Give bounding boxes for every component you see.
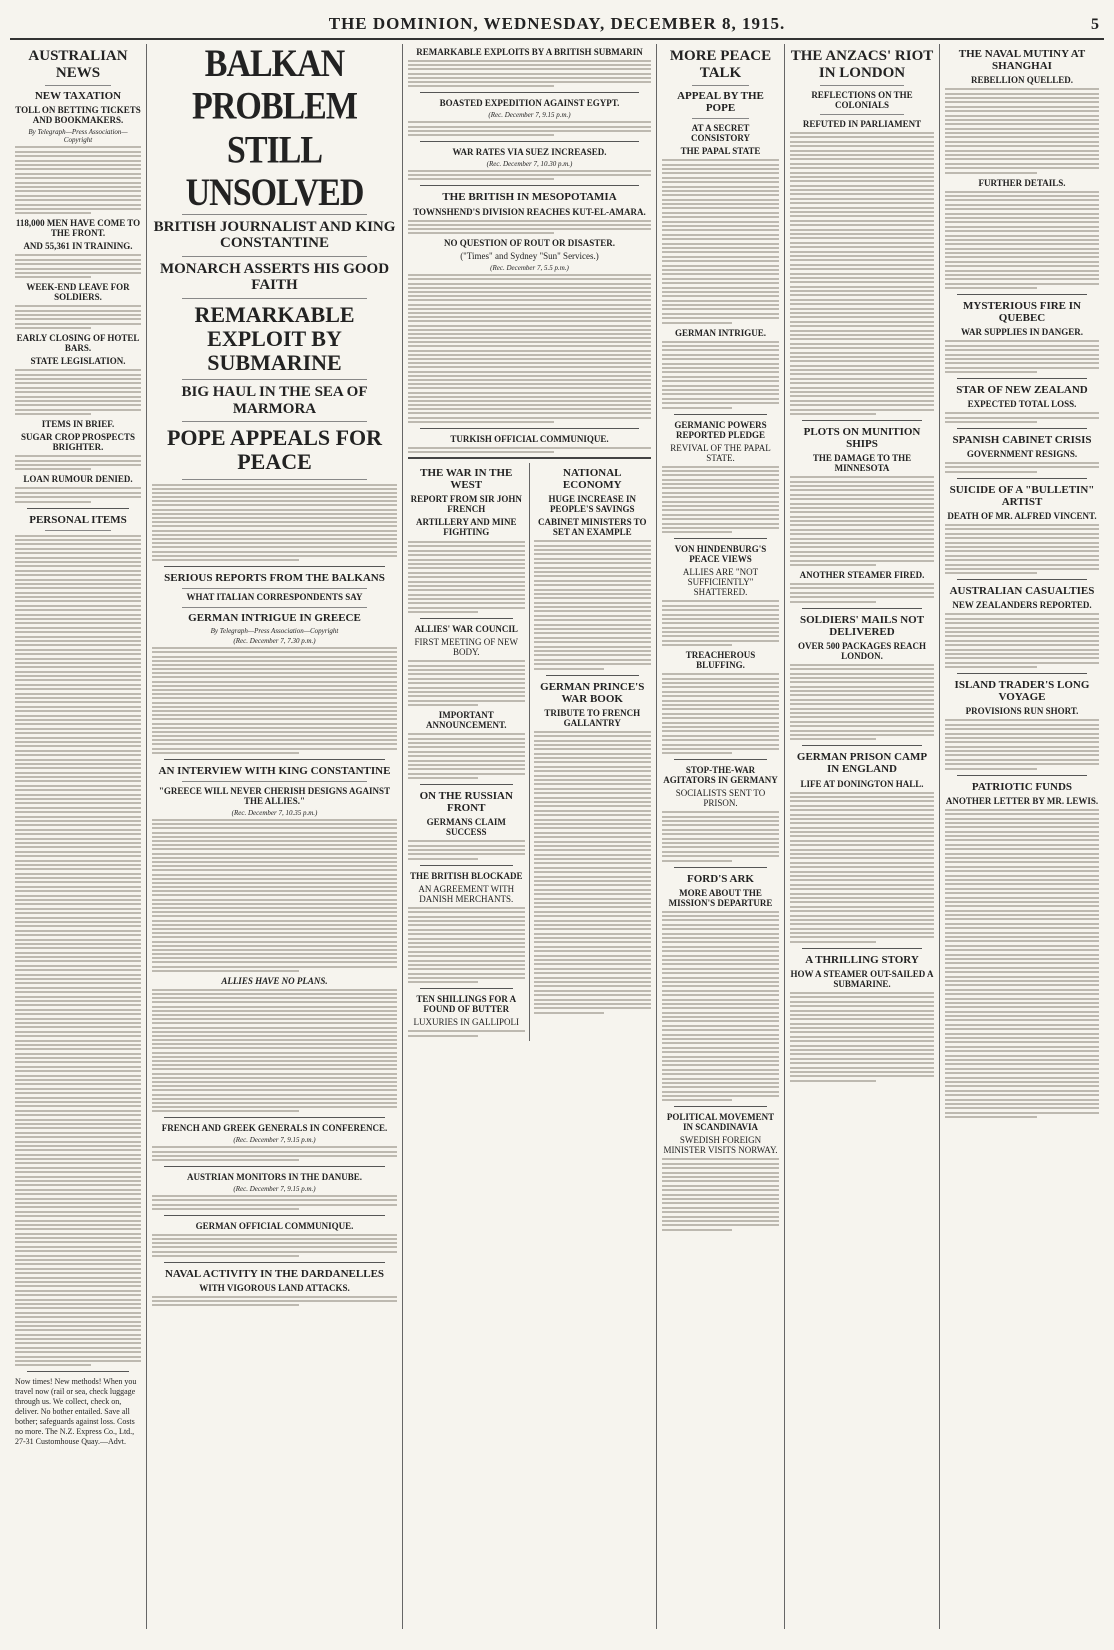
article-text xyxy=(662,159,779,323)
main-headline: BALKAN PROBLEM STILL UNSOLVED xyxy=(185,44,364,215)
column-anzacs-riot xyxy=(785,44,940,1629)
divider xyxy=(420,618,513,619)
column-australian-news xyxy=(10,44,147,1629)
article-text xyxy=(152,1195,397,1210)
article-text xyxy=(662,600,779,646)
article-text xyxy=(408,60,651,87)
subheadline: EARLY CLOSING OF HOTEL BARS. xyxy=(16,333,140,354)
byline: By Telegraph—Press Association—Copyright xyxy=(210,626,339,635)
article-text xyxy=(408,447,651,453)
article-text xyxy=(790,664,934,741)
divider xyxy=(164,759,385,760)
dateline: (Rec. December 7, 9.15 p.m.) xyxy=(233,1136,316,1145)
advertisement-text: Now times! New methods! When you travel now (rail or sea, check luggage through us. We collect, check on, deliver. No bother entailed. Save all bother; safeguards against loss. Costs no more. The N.Z. Express Co., Ltd., 27-31 Customhouse Quay.—Advt. xyxy=(15,1377,137,1447)
article-text xyxy=(152,1296,397,1306)
article-text xyxy=(945,88,1099,173)
article-text xyxy=(662,673,779,754)
article-text xyxy=(15,369,141,415)
article-text xyxy=(945,191,1099,290)
sub-columns xyxy=(408,463,651,1041)
article-text xyxy=(152,1234,397,1257)
divider xyxy=(674,414,767,415)
subheadline: EXPECTED TOTAL LOSS. xyxy=(967,399,1077,410)
article-text xyxy=(945,719,1099,769)
headline: SUICIDE OF A "BULLETIN" ARTIST xyxy=(949,483,1095,508)
divider xyxy=(182,421,367,422)
article-text xyxy=(152,484,397,561)
article-text xyxy=(790,792,934,943)
divider xyxy=(802,420,922,421)
article-text xyxy=(662,1158,779,1230)
article-text xyxy=(408,907,525,984)
subheadline: TEN SHILLINGS FOR A FOUND OF BUTTER xyxy=(416,994,517,1015)
headline: REMARKABLE EXPLOITS BY A BRITISH SUBMARIN xyxy=(416,47,643,57)
article-text xyxy=(408,660,525,706)
divider xyxy=(692,118,749,119)
headline: SPANISH CABINET CRISIS xyxy=(952,434,1092,446)
divider xyxy=(420,428,639,429)
subheadline: WEEK-END LEAVE FOR SOLDIERS. xyxy=(26,282,130,303)
divider xyxy=(546,675,640,676)
divider xyxy=(802,745,922,746)
divider xyxy=(45,85,111,86)
article-text xyxy=(662,466,779,534)
subheadline: REFUTED IN PARLIAMENT xyxy=(802,119,922,129)
subheadline: HOW A STEAMER OUT-SAILED A SUBMARINE. xyxy=(790,968,934,989)
headline: SERIOUS REPORTS FROM THE BALKANS xyxy=(164,571,385,584)
subheadline: LUXURIES IN GALLIPOLI xyxy=(413,1017,519,1028)
divider xyxy=(820,114,904,115)
article-text xyxy=(662,341,779,409)
subheadline: LIFE AT DONINGTON HALL. xyxy=(800,778,924,789)
dateline: (Rec. December 7, 10.35 p.m.) xyxy=(231,808,318,817)
divider xyxy=(957,378,1087,379)
divider xyxy=(420,141,639,142)
column-submarine-mesopotamia xyxy=(403,44,657,1629)
subheadline: POLITICAL MOVEMENT IN SCANDINAVIA xyxy=(666,1112,775,1133)
subheadline: REPORT FROM SIR JOHN FRENCH xyxy=(410,494,522,515)
divider xyxy=(164,1166,385,1167)
subheadline: TURKISH OFFICIAL COMMUNIQUE. xyxy=(450,433,609,444)
divider xyxy=(957,294,1087,295)
dateline: (Rec. December 7, 10.30 p.m.) xyxy=(486,159,573,168)
divider xyxy=(674,759,767,760)
article-text xyxy=(534,540,652,669)
columns xyxy=(10,44,1104,1629)
subheadline: APPEAL BY THE POPE xyxy=(677,90,764,115)
divider xyxy=(420,865,513,866)
article-text xyxy=(408,170,651,180)
column-peace-talk xyxy=(657,44,785,1629)
article-text xyxy=(945,809,1099,1118)
subheadline: CABINET MINISTERS TO SET AN EXAMPLE xyxy=(537,517,647,538)
divider xyxy=(164,1262,385,1263)
subheadline: AND 55,361 IN TRAINING. xyxy=(23,241,133,252)
subheadline: ALLIES HAVE NO PLANS. xyxy=(221,975,328,986)
subheadline: HUGE INCREASE IN PEOPLE'S SAVINGS xyxy=(548,494,637,515)
divider xyxy=(164,1117,385,1118)
subheadline: DEATH OF MR. ALFRED VINCENT. xyxy=(947,511,1097,522)
subheadline: AT A SECRET CONSISTORY xyxy=(690,123,751,144)
headline: A THRILLING STORY xyxy=(805,953,919,966)
subheadline: TRIBUTE TO FRENCH GALLANTRY xyxy=(544,707,641,728)
divider xyxy=(957,673,1087,674)
subheadline: SUGAR CROP PROSPECTS BRIGHTER. xyxy=(20,432,136,453)
headline: FORD'S ARK xyxy=(687,872,754,885)
dateline: (Rec. December 7, 5.5 p.m.) xyxy=(490,264,569,273)
headline: POPE APPEALS FOR PEACE xyxy=(166,425,383,475)
divider xyxy=(45,530,111,531)
dateline: (Rec. December 7, 7.30 p.m.) xyxy=(233,636,316,645)
divider xyxy=(674,867,767,868)
subheadline: VON HINDENBURG'S PEACE VIEWS xyxy=(674,544,767,565)
headline: PATRIOTIC FUNDS xyxy=(971,780,1073,793)
subheadline: ARTILLERY AND MINE FIGHTING xyxy=(415,517,517,538)
headline: NAVAL ACTIVITY IN THE DARDANELLES xyxy=(164,1267,385,1280)
divider xyxy=(420,988,513,989)
subheadline: WHAT ITALIAN CORRESPONDENTS SAY xyxy=(186,591,363,602)
article-text xyxy=(152,1146,397,1161)
article-text xyxy=(408,274,651,423)
subheadline: "GREECE WILL NEVER CHERISH DESIGNS AGAINST THE ALLIES." xyxy=(158,785,391,806)
subheadline: FURTHER DETAILS. xyxy=(978,177,1066,188)
headline: MORE PEACE TALK xyxy=(669,48,772,81)
article-text xyxy=(15,305,141,329)
article-text xyxy=(15,455,141,470)
subheadline: GERMANS CLAIM SUCCESS xyxy=(426,817,506,838)
subheadline: THE PAPAL STATE xyxy=(680,146,761,157)
divider xyxy=(27,1371,129,1372)
headline: ON THE RUSSIAN FRONT xyxy=(419,790,513,815)
subheadline: TREACHEROUS BLUFFING. xyxy=(685,650,756,671)
subheadline: NO QUESTION OF ROUT OR DISASTER. xyxy=(443,238,616,249)
divider xyxy=(182,256,367,257)
subheadline: GERMAN INTRIGUE IN GREECE xyxy=(188,611,361,624)
divider xyxy=(182,781,367,782)
divider xyxy=(420,784,513,785)
headline: THE WAR IN THE WEST xyxy=(420,467,513,492)
subheadline: WAR SUPPLIES IN DANGER. xyxy=(960,327,1084,338)
article-text xyxy=(945,613,1099,668)
subheadline: MORE ABOUT THE MISSION'S DEPARTURE xyxy=(668,887,773,908)
divider xyxy=(802,608,922,609)
headline: MONARCH ASSERTS HIS GOOD FAITH xyxy=(159,260,390,294)
divider xyxy=(27,508,129,509)
subheadline: 118,000 MEN HAVE COME TO THE FRONT. xyxy=(15,218,141,239)
article-text xyxy=(15,487,141,502)
newspaper-page xyxy=(10,10,1104,1630)
subheadline: NEW ZEALANDERS REPORTED. xyxy=(952,600,1092,611)
headline: REMARKABLE EXPLOIT BY SUBMARINE xyxy=(194,301,355,375)
subheadline: ALLIES' WAR COUNCIL xyxy=(414,624,518,635)
subheadline: GERMAN INTRIGUE. xyxy=(674,327,766,338)
article-text xyxy=(408,1030,525,1036)
subheadline: BOASTED EXPEDITION AGAINST EGYPT. xyxy=(439,98,620,109)
subheadline: PROVISIONS RUN SHORT. xyxy=(965,706,1079,717)
subheadline: AUSTRIAN MONITORS IN THE DANUBE. xyxy=(187,1172,362,1183)
article-text xyxy=(790,132,934,415)
divider xyxy=(957,478,1087,479)
headline: ISLAND TRADER'S LONG VOYAGE xyxy=(954,679,1090,704)
divider xyxy=(957,775,1087,776)
article-text xyxy=(945,412,1099,423)
article-text xyxy=(408,541,525,613)
subheadline: AN AGREEMENT WITH DANISH MERCHANTS. xyxy=(418,883,515,904)
article-text xyxy=(534,731,652,1014)
headline: AN INTERVIEW WITH KING CONSTANTINE xyxy=(158,764,391,777)
headline: THE NAVAL MUTINY AT SHANGHAI xyxy=(958,48,1086,73)
article-text xyxy=(15,535,141,1367)
headline: AUSTRALIAN NEWS xyxy=(28,48,128,81)
divider xyxy=(164,566,385,567)
subheadline: THE BRITISH BLOCKADE xyxy=(409,870,523,881)
byline: By Telegraph—Press Association—Copyright xyxy=(28,128,128,145)
article-text xyxy=(790,476,934,566)
dateline: (Rec. December 7, 9.15 p.m.) xyxy=(488,111,571,120)
headline: SOLDIERS' MAILS NOT DELIVERED xyxy=(799,613,925,638)
subheadline: ANOTHER STEAMER FIRED. xyxy=(799,570,925,580)
headline: GERMAN PRISON CAMP IN ENGLAND xyxy=(796,751,928,776)
headline: BIG HAUL IN THE SEA OF MARMORA xyxy=(181,384,368,417)
divider xyxy=(182,479,367,480)
subheadline: OVER 500 PACKAGES REACH LONDON. xyxy=(797,640,927,661)
column-balkan-problem xyxy=(147,44,403,1629)
divider xyxy=(820,85,904,86)
divider xyxy=(674,538,767,539)
masthead xyxy=(10,10,1104,40)
article-text xyxy=(945,340,1099,373)
article-text xyxy=(790,992,934,1082)
divider xyxy=(182,379,367,380)
subheadline: WAR RATES VIA SUEZ INCREASED. xyxy=(452,146,607,157)
article-text xyxy=(15,254,141,278)
subheadline: TOWNSHEND'S DIVISION REACHES KUT-EL-AMARA. xyxy=(413,206,646,217)
subheadline: REVIVAL OF THE PAPAL STATE. xyxy=(670,442,771,463)
headline: BRITISH JOURNALIST AND KING CONSTANTINE xyxy=(153,218,396,252)
divider xyxy=(182,298,367,299)
headline: MYSTERIOUS FIRE IN QUEBEC xyxy=(963,300,1081,325)
subheadline: REFLECTIONS ON THE COLONIALS xyxy=(811,90,913,110)
subheadline: LOAN RUMOUR DENIED. xyxy=(23,474,133,485)
article-text xyxy=(408,220,651,235)
divider xyxy=(802,948,922,949)
dateline: (Rec. December 7, 9.15 p.m.) xyxy=(233,1185,316,1194)
masthead-title: THE DOMINION, WEDNESDAY, DECEMBER 8, 1915. xyxy=(328,14,786,33)
subheadline: ("Times" and Sydney "Sun" Services.) xyxy=(460,251,599,262)
divider xyxy=(692,85,749,86)
headline: NATIONAL ECONOMY xyxy=(562,467,622,492)
subheadline: ANOTHER LETTER BY MR. LEWIS. xyxy=(945,795,1099,806)
divider xyxy=(182,607,367,608)
article-text xyxy=(152,989,397,1112)
divider xyxy=(164,1215,385,1216)
page-number: 5 xyxy=(1091,16,1100,33)
divider xyxy=(420,92,639,93)
subheadline: ITEMS IN BRIEF. xyxy=(41,419,115,430)
subheadline: GERMANIC POWERS REPORTED PLEDGE xyxy=(674,419,767,440)
divider xyxy=(957,428,1087,429)
headline: PERSONAL ITEMS xyxy=(29,513,127,526)
article-text xyxy=(662,911,779,1102)
article-text xyxy=(152,819,397,972)
sub-column-war-west xyxy=(408,463,530,1041)
article-text xyxy=(15,146,141,214)
article-text xyxy=(152,647,397,754)
subheadline: GOVERNMENT RESIGNS. xyxy=(966,449,1078,460)
headline: STAR OF NEW ZEALAND xyxy=(956,384,1088,397)
subheadline: STOP-THE-WAR AGITATORS IN GERMANY xyxy=(663,765,778,786)
column-naval-mutiny xyxy=(940,44,1104,1629)
subheadline: SOCIALISTS SENT TO PRISON. xyxy=(675,788,766,809)
divider xyxy=(957,579,1087,580)
headline: AUSTRALIAN CASUALTIES xyxy=(949,585,1095,598)
headline: THE ANZACS' RIOT IN LONDON xyxy=(790,48,934,81)
subheadline: STATE LEGISLATION. xyxy=(30,356,126,367)
headline: GERMAN PRINCE'S WAR BOOK xyxy=(540,680,645,705)
headline: THE BRITISH IN MESOPOTAMIA xyxy=(442,191,617,204)
divider xyxy=(674,1106,767,1107)
subheadline: REBELLION QUELLED. xyxy=(970,75,1074,86)
subheadline: THE DAMAGE TO THE MINNESOTA xyxy=(812,453,912,474)
article-text xyxy=(790,583,934,603)
subheadline: IMPORTANT ANNOUNCEMENT. xyxy=(425,710,507,731)
sub-column-national-economy xyxy=(530,463,652,1041)
headline: PLOTS ON MUNITION SHIPS xyxy=(803,426,921,451)
subheadline: WITH VIGOROUS LAND ATTACKS. xyxy=(199,1282,350,1293)
subheadline: NEW TAXATION xyxy=(34,90,122,102)
article-text xyxy=(408,121,651,136)
article-text xyxy=(945,524,1099,574)
subheadline: GERMAN OFFICIAL COMMUNIQUE. xyxy=(195,1220,354,1231)
subheadline: ALLIES ARE "NOT SUFFICIENTLY" SHATTERED. xyxy=(682,567,759,598)
subheadline: SWEDISH FOREIGN MINISTER VISITS NORWAY. xyxy=(663,1135,778,1156)
subheadline: FIRST MEETING OF NEW BODY. xyxy=(414,637,519,658)
article-text xyxy=(662,811,779,861)
article-text xyxy=(408,733,525,779)
article-text xyxy=(408,840,525,860)
article-text xyxy=(945,462,1099,473)
divider xyxy=(420,185,639,186)
divider xyxy=(182,588,367,589)
subheadline: FRENCH AND GREEK GENERALS IN CONFERENCE. xyxy=(161,1123,388,1134)
subheadline: TOLL ON BETTING TICKETS AND BOOKMAKERS. xyxy=(15,105,141,126)
